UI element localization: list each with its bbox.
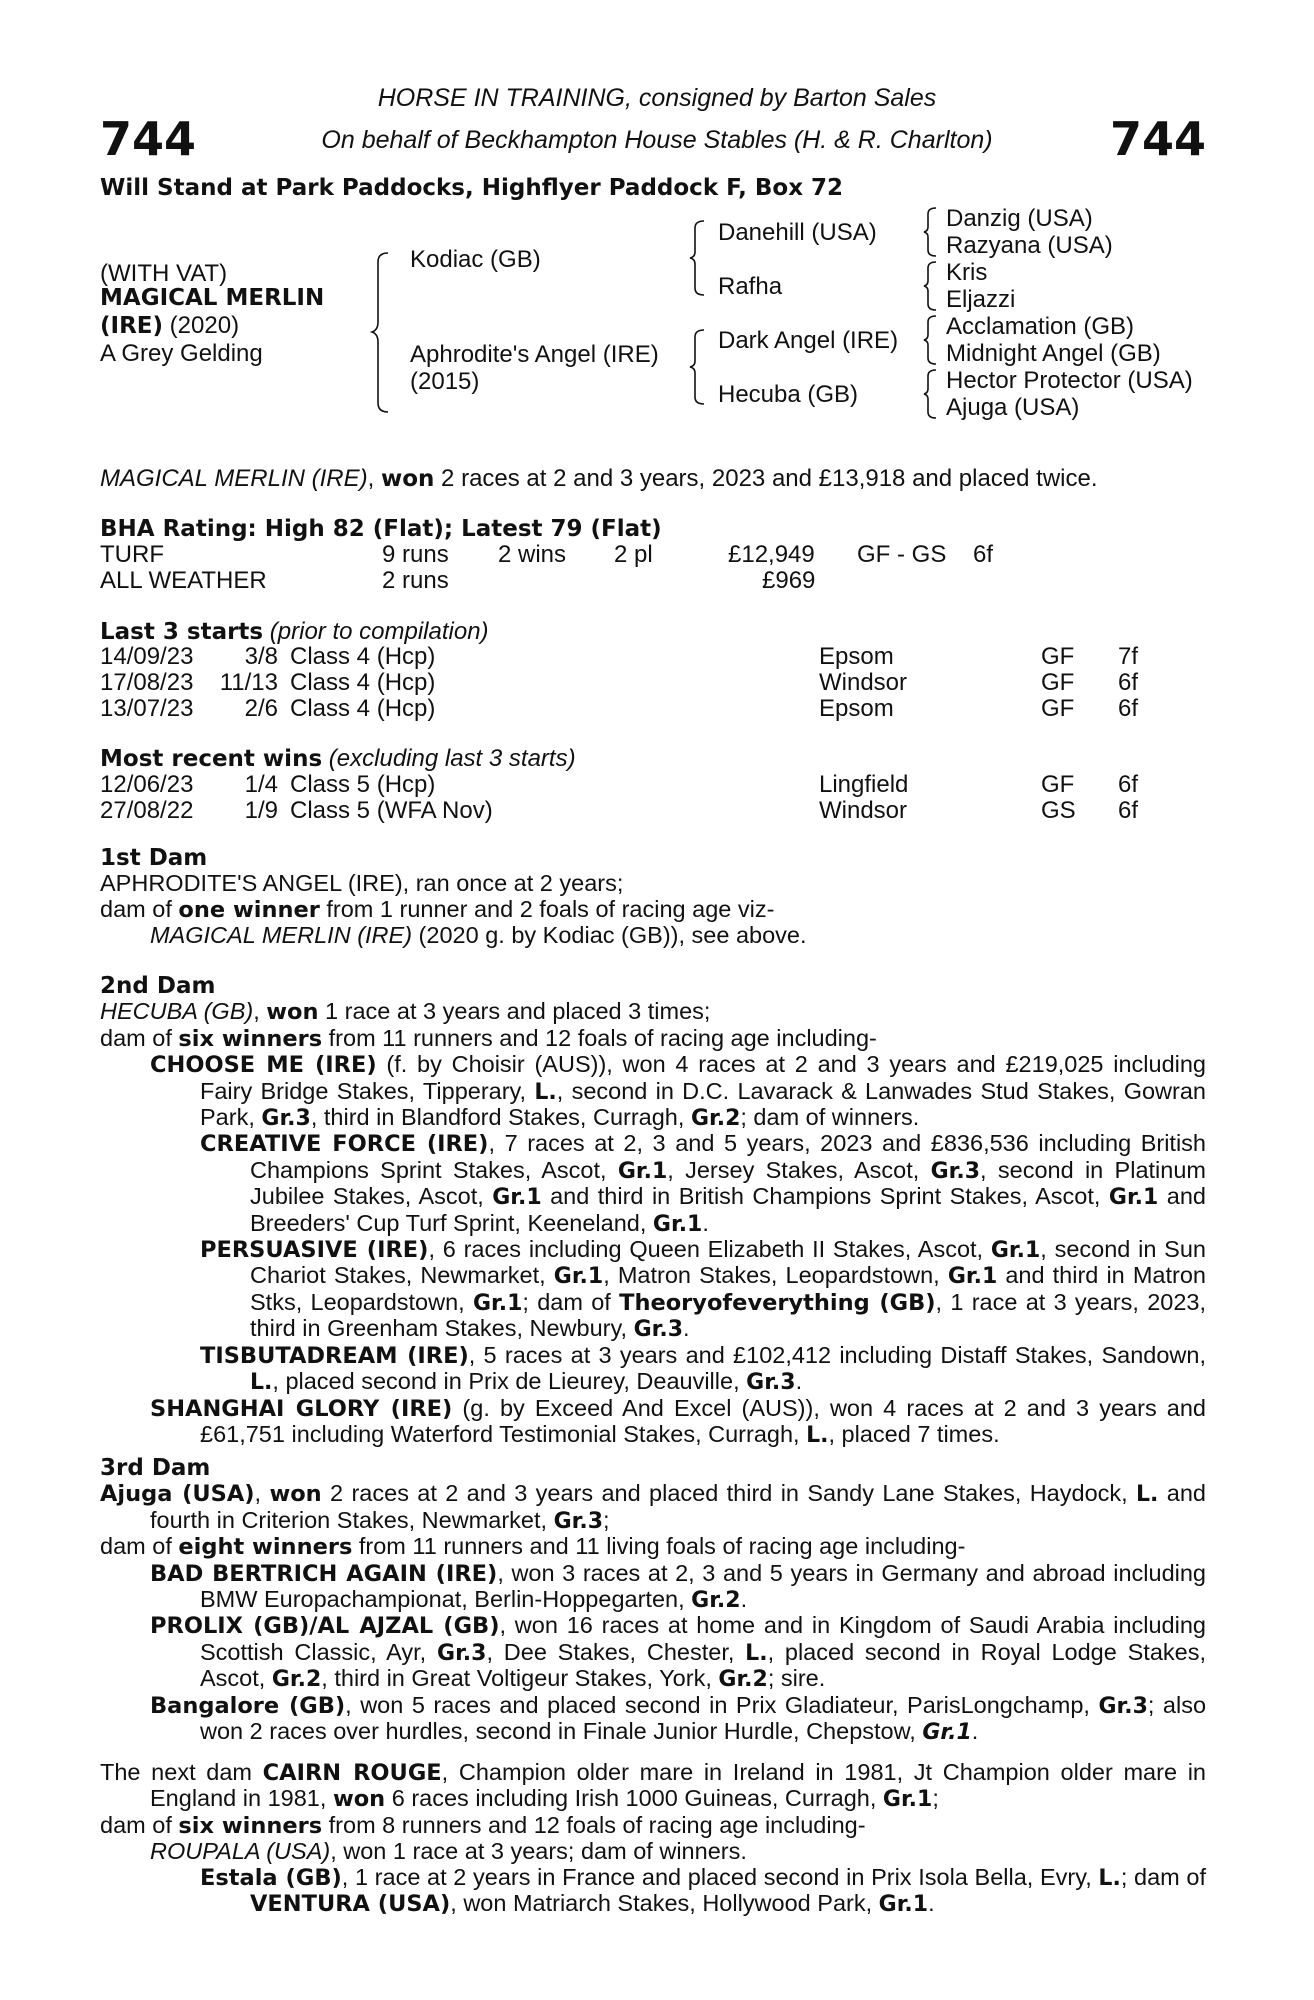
prize: £12,949 (728, 541, 815, 568)
progeny-shanghai-glory (100, 1396, 1206, 1449)
recent-win-row (0, 771, 1314, 797)
text: , Jersey Stakes, Ascot, (667, 1156, 931, 1183)
brace-sire-dam (370, 250, 392, 415)
last-start-row (0, 669, 1314, 695)
brace-sd (922, 259, 940, 313)
grade: Gr.2 (690, 1106, 741, 1132)
course: Lingfield (819, 771, 909, 798)
dist: 6f (1118, 771, 1139, 798)
text: dam of (100, 1533, 179, 1560)
text: ; (603, 1506, 610, 1533)
last-starts-note: (prior to compilation) (263, 618, 489, 645)
brace-sire-parents (688, 218, 708, 298)
text: from 11 runners and 12 foals of racing age including- (322, 1024, 877, 1051)
date: 12/06/23 (100, 771, 194, 798)
recent-win-row (0, 797, 1314, 823)
third-dam-title: 3rd Dam (100, 1455, 211, 1481)
text: , 6 races including Queen Elizabeth II Stakes, Ascot, (428, 1236, 991, 1263)
text: and third in British Champions Sprint Stakes, Ascot, (541, 1183, 1109, 1210)
progeny-name: BAD BERTRICH AGAIN (IRE) (150, 1560, 498, 1587)
text: (g. by Exceed And Excel (AUS)), won 4 races at 2 and 3 years and £61,751 including Waterford Testimonial Stakes, Curragh, (200, 1394, 1206, 1447)
sire-sire: Danehill (USA) (718, 219, 877, 246)
text: ; dam of winners. (740, 1104, 920, 1131)
progeny-bad-bertrich-again (100, 1561, 1206, 1614)
dam-year: (2015) (410, 368, 480, 395)
placed: 2 pl (614, 541, 653, 568)
grade: Gr.3 (437, 1640, 487, 1666)
grade: L. (1136, 1482, 1159, 1508)
grade: Gr.1 (617, 1158, 668, 1184)
last-starts-title: Last 3 starts (100, 619, 264, 645)
grade: Gr.1 (492, 1185, 542, 1211)
position: 1/4 (244, 771, 278, 798)
summary-text: 2 races at 2 and 3 years, 2023 and £13,918 and placed twice. (434, 465, 1098, 492)
lot-number-right: 744 (1109, 112, 1206, 166)
second-dam-line (100, 999, 1206, 1025)
position: 11/13 (219, 669, 278, 696)
dist: 6f (1118, 797, 1139, 824)
rating-title: BHA Rating: High 82 (Flat); Latest 79 (Flat) (100, 516, 662, 542)
going: GS (1041, 797, 1076, 824)
text: , third in Blandford Stakes, Curragh, (310, 1104, 691, 1131)
last-start-row (0, 695, 1314, 721)
next-dam-line (100, 1760, 1206, 1813)
surface: TURF (100, 541, 164, 568)
grade: Gr.3 (553, 1508, 603, 1534)
progeny-tisbutadream (100, 1343, 1206, 1396)
text: , (254, 1480, 270, 1507)
progeny-name: PROLIX (GB)/AL AJZAL (GB) (150, 1613, 500, 1640)
progeny-prolix (100, 1613, 1206, 1692)
brace-dd (922, 367, 940, 421)
last-start-row (0, 643, 1314, 669)
grade: Gr.1 (947, 1264, 998, 1290)
gg-ddd: Ajuga (USA) (946, 394, 1080, 421)
text: (f. by Choisir (AUS)), won 4 races at 2 and 3 years and £219,025 including Fairy Bridge Stakes, Tipperary, (200, 1051, 1207, 1104)
horse-name: MAGICAL MERLIN (100, 285, 325, 311)
second-dam-title: 2nd Dam (100, 973, 216, 999)
text: ; dam of (1120, 1863, 1206, 1890)
going: GF (1041, 669, 1075, 696)
runs: 9 runs (382, 541, 449, 568)
date: 13/07/23 (100, 695, 194, 722)
gg-sdd: Eljazzi (946, 286, 1016, 313)
text: ; (932, 1785, 939, 1812)
grandprogeny-name: VENTURA (USA) (250, 1891, 451, 1918)
gg-dsd: Midnight Angel (GB) (946, 340, 1161, 367)
progeny-bangalore (100, 1693, 1206, 1746)
text: from 1 runner and 2 foals of racing age viz- (319, 895, 775, 922)
grade: Gr.3 (746, 1370, 796, 1396)
next-dam-produce-line (100, 1813, 1206, 1839)
text: , won 16 races at home and in Kingdom of Saudi Arabia including Scottish Classic, Ayr, (200, 1612, 1206, 1665)
text: 1 race at 3 years and placed 3 times; (318, 998, 711, 1025)
text: dam of (100, 1811, 179, 1838)
progeny-name: CREATIVE FORCE (IRE) (200, 1131, 489, 1158)
grade: Gr.2 (691, 1588, 741, 1614)
progeny-name: Estala (GB) (200, 1864, 342, 1891)
text: . (795, 1368, 803, 1395)
text: , won 3 races at 2, 3 and 5 years in Germany and abroad including BMW Europachampionat, Berlin-Hoppegarten, (200, 1559, 1206, 1613)
progeny-name: TISBUTADREAM (IRE) (200, 1342, 469, 1369)
text: The next dam (100, 1759, 263, 1785)
text: , Matron Stakes, Leopardstown, (603, 1262, 948, 1289)
dam-name: CAIRN ROUGE (262, 1760, 442, 1786)
summary-sep: , (367, 465, 381, 492)
grade: Gr.2 (718, 1667, 768, 1693)
first-dam-produce-line (100, 897, 1206, 923)
text: ; dam of (522, 1288, 620, 1315)
grade: Gr.1 (882, 1787, 933, 1813)
grade: Gr.1 (878, 1892, 929, 1918)
prize: £969 (762, 567, 816, 594)
text: ; sire. (767, 1665, 826, 1692)
next-dam-section (100, 1760, 1206, 1917)
dist: 6f (1118, 695, 1139, 722)
text: and Breeders' Cup Turf Sprint, Keeneland, (250, 1183, 1206, 1236)
text: dam of (100, 895, 179, 922)
text: . (702, 1209, 709, 1236)
grade: Gr.1 (922, 1720, 972, 1746)
class: Class 4 (Hcp) (290, 669, 436, 696)
text: , placed 7 times. (828, 1420, 1000, 1447)
date: 14/09/23 (100, 643, 194, 670)
text: , 1 race at 3 years, 2023, third in Greenham Stakes, Newbury, (250, 1288, 1207, 1342)
gg-dss: Acclamation (GB) (946, 313, 1135, 340)
text: , 1 race at 2 years in France and placed second in Prix Isola Bella, Evry, (341, 1863, 1099, 1890)
consignor-line: HORSE IN TRAINING, consigned by Barton Sales (377, 84, 937, 112)
rating-row-turf (0, 541, 1314, 567)
text: , second in Platinum Jubilee Stakes, Ascot, (250, 1156, 1206, 1210)
dam-sire: Dark Angel (IRE) (718, 327, 899, 354)
summary-won: won (380, 466, 435, 492)
gg-sss: Danzig (USA) (946, 205, 1093, 232)
gg-ssd: Razyana (USA) (946, 232, 1113, 259)
grade: Gr.1 (1108, 1185, 1159, 1211)
second-dam-section (100, 974, 1206, 1448)
text: , won 1 race at 3 years; dam of winners. (330, 1838, 747, 1865)
grade: L. (534, 1079, 557, 1105)
text: , Champion older mare in Ireland in 1981, Jt Champion older mare in England in 1981, (150, 1759, 1206, 1812)
gg-dds: Hector Protector (USA) (946, 367, 1193, 394)
winners-count: one winner (178, 896, 320, 923)
progeny-roupala (100, 1839, 1206, 1864)
text: , placed second in Prix de Lieurey, Deauville, (272, 1368, 747, 1395)
text: dam of (100, 1024, 179, 1051)
dam-dam: Hecuba (GB) (718, 381, 859, 408)
text: , placed second in Royal Lodge Stakes, Ascot, (200, 1638, 1206, 1692)
grade: Gr.3 (261, 1106, 311, 1132)
position: 3/8 (244, 643, 278, 670)
dam-name: Ajuga (USA) (100, 1481, 255, 1508)
text: . (971, 1718, 979, 1745)
runs: 2 runs (382, 567, 449, 594)
last-starts-heading (100, 618, 489, 646)
grade: Gr.1 (553, 1264, 604, 1290)
winners-count: six winners (178, 1025, 323, 1052)
grade: L. (1098, 1865, 1121, 1891)
text: . (928, 1890, 935, 1917)
class: Class 4 (Hcp) (290, 643, 436, 670)
text: ; also won 2 races over hurdles, second in Finale Junior Hurdle, Chepstow, (200, 1691, 1207, 1745)
dam: Aphrodite's Angel (IRE) (410, 341, 659, 368)
sire: Kodiac (GB) (410, 246, 541, 273)
grade: Gr.1 (652, 1211, 703, 1237)
brace-ss (922, 205, 940, 259)
progeny-creative-force (100, 1131, 1206, 1237)
winners-count: eight winners (178, 1534, 353, 1561)
progeny-name: PERSUASIVE (IRE) (200, 1237, 429, 1264)
text: , 5 races at 3 years and £102,412 including Distaff Stakes, Sandown, (468, 1341, 1206, 1368)
dist: 7f (1118, 643, 1139, 670)
class: Class 5 (Hcp) (290, 771, 436, 798)
third-dam-line (100, 1481, 1206, 1534)
progeny-choose-me (100, 1052, 1206, 1131)
dist: 6f (973, 541, 994, 568)
progeny-name: CHOOSE ME (IRE) (150, 1052, 377, 1079)
vat-label: (WITH VAT) (100, 260, 228, 287)
won: won (269, 1481, 322, 1508)
grade: L. (250, 1370, 273, 1396)
position: 2/6 (244, 695, 278, 722)
horse-description: A Grey Gelding (100, 340, 263, 367)
horse-year: (2020) (163, 312, 240, 339)
text: . (683, 1315, 690, 1342)
third-dam-produce-line (100, 1534, 1206, 1560)
going: GF - GS (857, 541, 947, 568)
first-dam-progeny (100, 923, 1206, 948)
brace-dam-parents (688, 327, 708, 407)
third-dam-section (100, 1456, 1206, 1745)
text: from 11 runners and 11 living foals of racing age including- (352, 1533, 966, 1560)
on-behalf-line: On behalf of Beckhampton House Stables (H. & R. Charlton) (321, 126, 993, 154)
stand-location: Will Stand at Park Paddocks, Highflyer Paddock F, Box 72 (100, 175, 844, 201)
second-dam-produce-line (100, 1026, 1206, 1052)
brace-ds (922, 313, 940, 367)
first-dam-line: APHRODITE'S ANGEL (IRE), ran once at 2 years; (100, 870, 624, 897)
first-dam-section (100, 846, 1206, 949)
date: 17/08/23 (100, 669, 194, 696)
won: won (266, 999, 319, 1026)
text: , won Matriarch Stakes, Hollywood Park, (450, 1890, 879, 1917)
grade: Gr.2 (271, 1667, 322, 1693)
grade: Gr.3 (930, 1158, 981, 1184)
grade: Gr.1 (472, 1290, 523, 1316)
going: GF (1041, 695, 1075, 722)
rating-row-aw (0, 567, 1314, 593)
progeny-name: Bangalore (GB) (150, 1692, 346, 1719)
text: , third in Great Voltigeur Stakes, York, (321, 1665, 719, 1692)
progeny-persuasive (100, 1237, 1206, 1343)
grade: Gr.3 (1098, 1693, 1148, 1719)
text: (2020 g. by Kodiac (GB)), see above. (412, 922, 807, 949)
position: 1/9 (244, 797, 278, 824)
date: 27/08/22 (100, 797, 194, 824)
course: Windsor (819, 797, 908, 824)
progeny-name: SHANGHAI GLORY (IRE) (150, 1395, 453, 1422)
horse-country: (IRE) (100, 313, 164, 339)
text: . (740, 1586, 748, 1613)
class: Class 4 (Hcp) (290, 695, 436, 722)
sire-dam: Rafha (718, 273, 783, 300)
recent-wins-note: (excluding last 3 starts) (322, 745, 576, 772)
going: GF (1041, 771, 1075, 798)
progeny-name: MAGICAL MERLIN (IRE) (150, 922, 413, 949)
text: from 8 runners and 12 foals of racing age including- (322, 1811, 866, 1838)
course: Epsom (819, 643, 894, 670)
text: , (253, 998, 267, 1025)
recent-wins-heading (100, 745, 576, 773)
text: and third in Matron Stks, Leopardstown, (250, 1262, 1206, 1315)
text: 6 races including Irish 1000 Guineas, Curragh, (385, 1785, 883, 1812)
first-dam-title: 1st Dam (100, 845, 208, 871)
text: , second in D.C. Lavarack & Lanwades Stud Stakes, Gowran Park, (200, 1077, 1206, 1131)
grade: Gr.3 (633, 1317, 683, 1343)
text: , Dee Stakes, Chester, (486, 1638, 746, 1665)
text: , won 5 races and placed second in Prix Gladiateur, ParisLongchamp, (345, 1691, 1099, 1718)
wins: 2 wins (498, 541, 567, 568)
grade: L. (745, 1640, 768, 1666)
dist: 6f (1118, 669, 1139, 696)
horse-suffix-year (100, 312, 239, 340)
winners-count: six winners (178, 1812, 323, 1839)
going: GF (1041, 643, 1075, 670)
summary-horse: MAGICAL MERLIN (IRE) (100, 465, 368, 492)
class: Class 5 (WFA Nov) (290, 797, 493, 824)
text: and fourth in Criterion Stakes, Newmarket, (150, 1480, 1206, 1533)
race-summary (100, 465, 1098, 493)
progeny-name: ROUPALA (USA) (150, 1838, 331, 1865)
text: , 7 races at 2, 3 and 5 years, 2023 and £836,536 including British Champions Sprint Stakes, Ascot, (250, 1130, 1206, 1183)
grandprogeny-name: Theoryofeverything (GB) (619, 1289, 936, 1316)
gg-sds: Kris (946, 259, 988, 286)
dam-name: HECUBA (GB) (100, 998, 254, 1025)
grade: Gr.1 (990, 1238, 1041, 1264)
text: 2 races at 2 and 3 years and placed third in Sandy Lane Stakes, Haydock, (321, 1480, 1137, 1507)
course: Windsor (819, 669, 908, 696)
recent-wins-title: Most recent wins (100, 746, 323, 772)
won: won (332, 1786, 386, 1813)
surface: ALL WEATHER (100, 567, 267, 594)
lot-number-left: 744 (100, 112, 197, 166)
grade: L. (806, 1422, 829, 1448)
progeny-estala (100, 1865, 1206, 1918)
course: Epsom (819, 695, 894, 722)
text: , second in Sun Chariot Stakes, Newmarket, (250, 1236, 1206, 1289)
